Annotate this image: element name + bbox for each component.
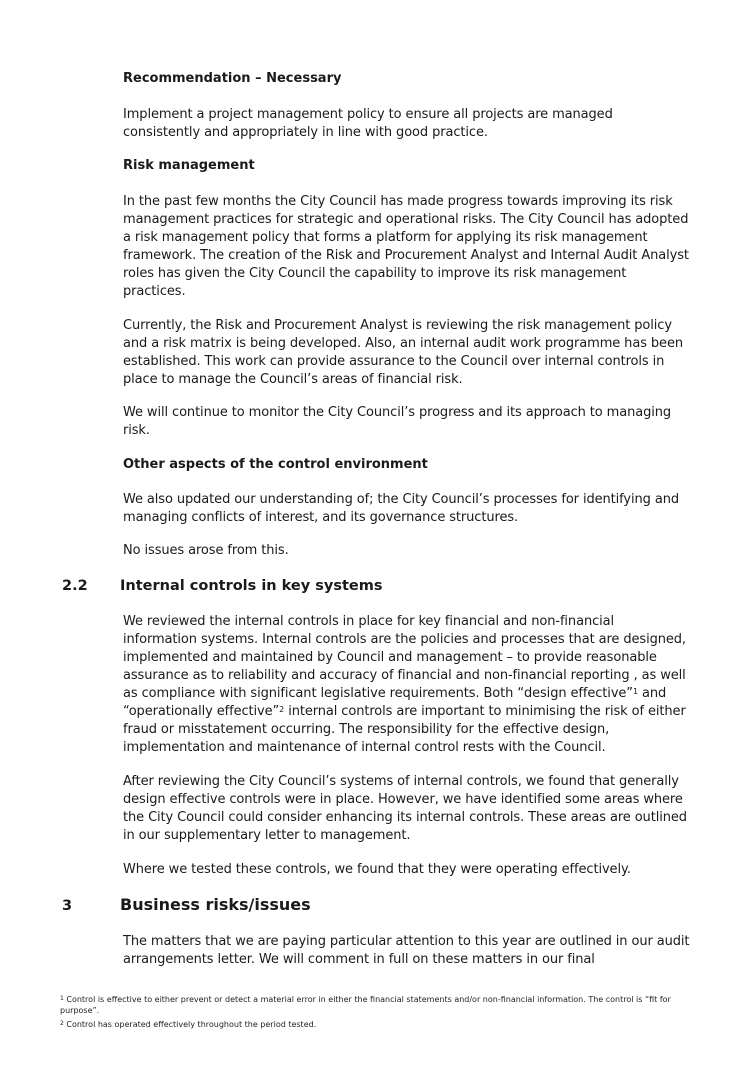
risk-heading-block — [123, 157, 691, 175]
section-2-2-para-1-block — [123, 613, 691, 757]
section-2-2-number: 2.2 — [62, 578, 88, 594]
recommendation-heading: Recommendation – Necessary — [123, 71, 342, 86]
section-2-2-para-2: After reviewing the City Council’s systems of internal controls, we found that generally design effective controls were in place. However, we have identified some areas where the City Council could consider enhancing its internal controls. These areas are outlined in our supplementary letter to management. — [123, 774, 687, 843]
section-3-para-1: The matters that we are paying particular attention to this year are outlined in our audit arrangements letter. We will comment in full on these matters in our final — [123, 934, 690, 967]
recommendation-text-block — [123, 106, 691, 142]
footnote-ref-2: 2 — [279, 705, 285, 714]
other-heading-block — [123, 456, 691, 474]
footnote-ref-1: 1 — [632, 687, 638, 696]
section-2-2-para-3-block — [123, 861, 691, 879]
footnote-2-mark: 2 — [60, 1020, 64, 1027]
section-3-para-1-block — [123, 933, 691, 969]
other-para-1-block — [123, 491, 691, 527]
footnote-1-text: Control is effective to either prevent or detect a material error in either the financial statements and/or non-financial information. The control is “fit for purpose”. — [60, 995, 671, 1015]
risk-para-3-block — [123, 404, 691, 440]
risk-para-1: In the past few months the City Council has made progress towards improving its risk management practices for strategic and operational risks. The City Council has adopted a risk management policy that forms a platform for applying its risk management framework. The creation of the Risk and Procurement Analyst and Internal Audit Analyst roles has given the City Council the capability to improve its risk management practices. — [123, 194, 689, 299]
footnote-1-mark: 1 — [60, 995, 64, 1002]
section-2-2-para-3: Where we tested these controls, we found that they were operating effectively. — [123, 862, 631, 877]
other-para-2: No issues arose from this. — [123, 543, 289, 558]
risk-heading: Risk management — [123, 158, 255, 173]
risk-para-3: We will continue to monitor the City Council’s progress and its approach to managing risk. — [123, 405, 672, 438]
risk-para-2: Currently, the Risk and Procurement Analyst is reviewing the risk management policy and a risk matrix is being developed. Also, an internal audit work programme has been established. This work can provide assurance to the Council over internal controls in place to manage the Council’s areas of financial risk. — [123, 318, 683, 387]
section-3-number: 3 — [62, 898, 73, 914]
footnote-1 — [60, 994, 710, 1016]
para-1-part-a: We reviewed the internal controls in place for key financial and non-financial information systems. Internal controls are the policies and processes that are designed, implemented and maintained by Council and management – to provide reasonable assurance as to reliability and accuracy of financial and non-financial reporting , as well as compliance with significant legislative requirements. Both “design effective” — [123, 614, 686, 701]
section-2-2-para-2-block — [123, 773, 691, 845]
other-heading: Other aspects of the control environment — [123, 457, 428, 472]
other-para-1: We also updated our understanding of; the City Council’s processes for identifying and managing conflicts of interest, and its governance structures. — [123, 492, 680, 525]
section-2-2-para-1 — [123, 613, 691, 757]
para-1-part-b: and “operationally effective” — [123, 686, 667, 719]
footnote-2 — [60, 1019, 710, 1030]
recommendation-text: Implement a project management policy to ensure all projects are managed consistently and appropriately in line with good practice. — [123, 107, 613, 140]
risk-para-1-block — [123, 193, 691, 301]
para-1-part-c: internal controls are important to minimising the risk of either fraud or misstatement occurring. The responsibility for the effective design, implementation and maintenance of internal control rests with the Council. — [123, 704, 686, 755]
other-para-2-block — [123, 542, 691, 560]
recommendation-block — [123, 70, 691, 88]
section-3-title: Business risks/issues — [120, 895, 311, 914]
section-2-2-title: Internal controls in key systems — [120, 578, 383, 594]
risk-para-2-block — [123, 317, 691, 389]
footnote-2-text: Control has operated effectively throughout the period tested. — [63, 1020, 317, 1029]
